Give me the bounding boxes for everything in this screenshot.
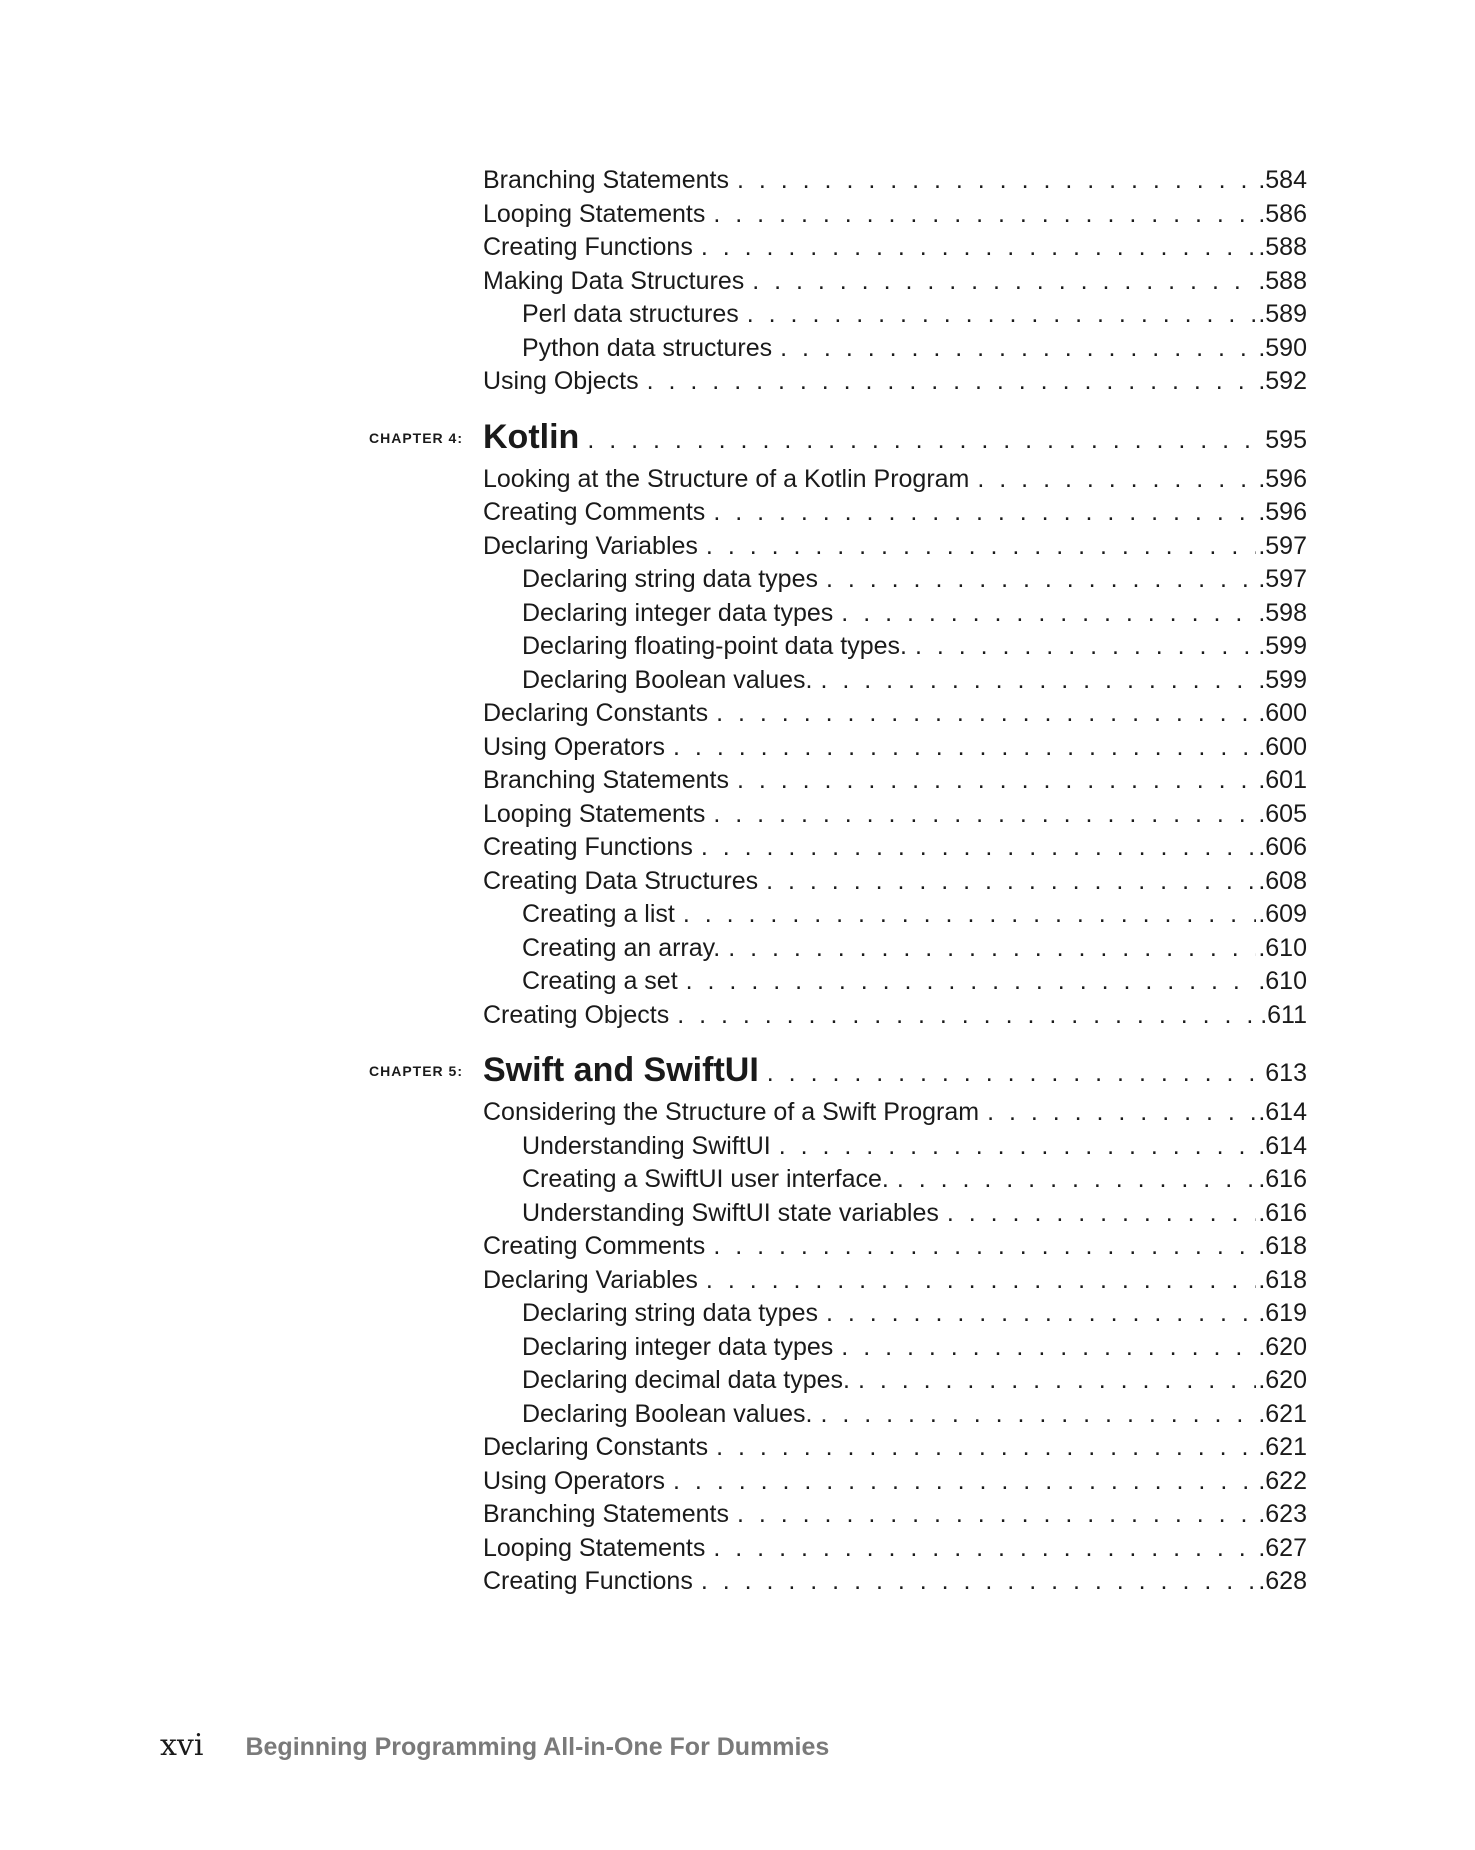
toc-entry-title: Declaring Constants: [483, 699, 709, 727]
toc-entry-page: .621: [1258, 1399, 1307, 1428]
toc-entry-page: .614: [1258, 1131, 1307, 1160]
toc-entry-title: Declaring string data types: [522, 1299, 818, 1327]
toc-entry: [365, 463, 1307, 497]
toc-subentry: [365, 664, 1307, 698]
toc-entry-title: Looking at the Structure of a Kotlin Program: [483, 464, 970, 493]
toc-entry-page: .588: [1258, 266, 1307, 295]
toc-entry-page: .590: [1258, 333, 1307, 362]
toc-entry: [365, 1264, 1307, 1298]
chapter-page: 595: [1265, 425, 1307, 454]
leader-dots: [737, 764, 1256, 798]
toc-entry: [365, 697, 1307, 731]
toc-entry-page: .619: [1258, 1299, 1307, 1327]
leader-dots: [747, 298, 1257, 332]
leader-dots: [841, 597, 1256, 631]
toc-entry-title: Using Operators: [483, 1466, 666, 1495]
toc-entry-page: .616: [1258, 1198, 1307, 1227]
toc-entry: [365, 1431, 1307, 1465]
toc-entry: [365, 1565, 1307, 1599]
toc-entry-title: Creating Comments: [483, 498, 706, 526]
leader-dots: [647, 365, 1257, 399]
leader-dots: [752, 265, 1256, 299]
toc-entry-title: Declaring integer data types: [522, 598, 834, 627]
toc-entry-page: .620: [1258, 1366, 1307, 1394]
chapter-heading: [365, 411, 1307, 463]
toc-entry: [365, 1498, 1307, 1532]
leader-dots: [841, 1331, 1256, 1365]
toc-entry-title: Branching Statements: [483, 1500, 729, 1528]
leader-dots: [737, 1498, 1256, 1532]
toc-entry-title: Declaring integer data types: [522, 1332, 834, 1361]
leader-dots: [826, 1297, 1256, 1331]
toc-entry-title: Creating a list: [522, 900, 675, 928]
toc-entry: [365, 1532, 1307, 1566]
toc-subentry: [365, 1163, 1307, 1197]
toc-subentry: [365, 965, 1307, 999]
leader-dots: [897, 1163, 1257, 1197]
leader-dots: [673, 731, 1256, 765]
toc-entry-page: .589: [1258, 300, 1307, 328]
page-footer: [160, 1728, 829, 1763]
toc-entry: [365, 831, 1307, 865]
leader-dots: [677, 999, 1258, 1033]
leader-dots: [701, 831, 1257, 865]
toc-entry-page: .627: [1258, 1533, 1307, 1562]
toc-entry-title: Declaring string data types: [522, 565, 818, 593]
toc-subentry: [365, 298, 1307, 332]
toc-entry-page: .606: [1258, 833, 1307, 861]
leader-dots: [737, 164, 1256, 198]
toc-entry-title: Declaring Constants: [483, 1433, 709, 1461]
toc-entry-title: Making Data Structures: [483, 266, 745, 295]
chapter-heading: [365, 1044, 1307, 1096]
toc-entry: [365, 231, 1307, 265]
toc-entry-page: .628: [1258, 1567, 1307, 1595]
leader-dots: [728, 932, 1256, 966]
toc-entry-page: .600: [1258, 699, 1307, 727]
leader-dots: [683, 898, 1256, 932]
toc-subentry: [365, 1398, 1307, 1432]
leader-dots: [780, 332, 1256, 366]
toc-entry-page: .618: [1258, 1265, 1307, 1294]
leader-dots: [713, 798, 1256, 832]
toc-entry: [365, 164, 1307, 198]
toc-subentry: [365, 332, 1307, 366]
toc-entry: [365, 365, 1307, 399]
toc-entry-page: .598: [1258, 598, 1307, 627]
toc-entry-page: .611: [1260, 1000, 1307, 1029]
toc-entry-page: .599: [1258, 665, 1307, 694]
toc-entry-title: Creating an array.: [522, 933, 721, 962]
toc-entry: [365, 731, 1307, 765]
toc-entry: [365, 865, 1307, 899]
leader-dots: [767, 1047, 1264, 1096]
toc-entry-title: Looping Statements: [483, 1533, 706, 1562]
toc-entry-title: Using Operators: [483, 732, 666, 761]
toc-entry-page: .608: [1258, 866, 1307, 895]
leader-dots: [673, 1465, 1256, 1499]
toc-entry: [365, 1465, 1307, 1499]
toc-entry-title: Understanding SwiftUI state variables: [522, 1198, 939, 1227]
toc-entry-page: .592: [1258, 367, 1307, 395]
toc-entry-page: .600: [1258, 732, 1307, 761]
toc-entry-title: Creating Comments: [483, 1232, 706, 1260]
toc-entry-page: .588: [1258, 233, 1307, 261]
leader-dots: [701, 1565, 1257, 1599]
chapter-page: 613: [1265, 1059, 1307, 1087]
leader-dots: [713, 496, 1256, 530]
leader-dots: [713, 198, 1256, 232]
toc-entry-title: Understanding SwiftUI: [522, 1131, 771, 1160]
toc-entry-title: Python data structures: [522, 333, 773, 362]
toc-entry-page: .609: [1258, 900, 1307, 928]
toc-entry-title: Creating Functions: [483, 1567, 693, 1595]
toc-entry: [365, 265, 1307, 299]
leader-dots: [977, 463, 1256, 497]
toc-entry-page: .621: [1258, 1433, 1307, 1461]
leader-dots: [915, 630, 1256, 664]
leader-dots: [779, 1130, 1257, 1164]
toc-entry: [365, 764, 1307, 798]
toc-entry-title: Declaring Variables: [483, 1265, 698, 1294]
toc-entry: [365, 198, 1307, 232]
leader-dots: [947, 1197, 1256, 1231]
toc-entry-page: .599: [1258, 632, 1307, 660]
toc-entry-title: Looping Statements: [483, 799, 706, 828]
leader-dots: [987, 1096, 1256, 1130]
toc-subentry: [365, 630, 1307, 664]
toc-entry: [365, 798, 1307, 832]
leader-dots: [701, 231, 1257, 265]
toc-entry-page: .597: [1258, 531, 1307, 560]
leader-dots: [858, 1364, 1256, 1398]
toc-entry-title: Creating a set: [522, 967, 678, 995]
chapter-number: CHAPTER 4:: [369, 429, 464, 446]
leader-dots: [826, 563, 1256, 597]
toc-entry-page: .596: [1258, 464, 1307, 493]
toc-entry-title: Creating a SwiftUI user interface.: [522, 1165, 889, 1193]
toc-entry-title: Declaring decimal data types.: [522, 1366, 850, 1394]
toc-entry-page: .610: [1258, 933, 1307, 962]
chapter-number: CHAPTER 5:: [369, 1063, 464, 1079]
page-number: xvi: [160, 1728, 204, 1763]
toc-subentry: [365, 932, 1307, 966]
leader-dots: [713, 1532, 1256, 1566]
toc-entry: [365, 530, 1307, 564]
toc-entry-page: .601: [1258, 766, 1307, 794]
toc-entry-page: .610: [1258, 967, 1307, 995]
leader-dots: [713, 1230, 1256, 1264]
toc-subentry: [365, 597, 1307, 631]
chapter-title: Swift and SwiftUI: [483, 1051, 759, 1089]
toc-entry: [365, 999, 1307, 1033]
leader-dots: [820, 664, 1256, 698]
leader-dots: [587, 414, 1263, 463]
toc-entry-title: Declaring Boolean values.: [522, 1399, 813, 1428]
toc-entry-title: Creating Objects: [483, 1000, 670, 1029]
toc-subentry: [365, 563, 1307, 597]
toc-entry-title: Creating Functions: [483, 233, 693, 261]
leader-dots: [716, 697, 1256, 731]
toc-subentry: [365, 1331, 1307, 1365]
toc-entry-title: Branching Statements: [483, 166, 729, 194]
leader-dots: [706, 1264, 1256, 1298]
toc-entry-page: .605: [1258, 799, 1307, 828]
toc-entry-page: .616: [1258, 1165, 1307, 1193]
toc-entry-title: Looping Statements: [483, 199, 706, 228]
toc-entry: [365, 1230, 1307, 1264]
toc-entry-title: Perl data structures: [522, 300, 739, 328]
leader-dots: [706, 530, 1256, 564]
toc-subentry: [365, 1197, 1307, 1231]
toc-entry: [365, 496, 1307, 530]
toc-entry-title: Using Objects: [483, 367, 639, 395]
toc-entry-page: .597: [1258, 565, 1307, 593]
toc-entry-page: .618: [1258, 1232, 1307, 1260]
leader-dots: [716, 1431, 1256, 1465]
leader-dots: [766, 865, 1256, 899]
toc-entry-title: Creating Data Structures: [483, 866, 759, 895]
toc-entry-page: .620: [1258, 1332, 1307, 1361]
toc-entry-title: Declaring Variables: [483, 531, 698, 560]
toc-entry-page: .586: [1258, 199, 1307, 228]
toc-entry-title: Declaring floating-point data types.: [522, 632, 907, 660]
toc-subentry: [365, 1297, 1307, 1331]
toc-entry-title: Considering the Structure of a Swift Program: [483, 1098, 980, 1126]
toc-entry-title: Branching Statements: [483, 766, 729, 794]
toc-subentry: [365, 1364, 1307, 1398]
table-of-contents: [365, 164, 1307, 1599]
toc-entry: [365, 1096, 1307, 1130]
leader-dots: [820, 1398, 1256, 1432]
toc-subentry: [365, 1130, 1307, 1164]
toc-entry-title: Declaring Boolean values.: [522, 665, 813, 694]
toc-entry-title: Creating Functions: [483, 833, 693, 861]
leader-dots: [686, 965, 1257, 999]
toc-entry-page: .622: [1258, 1466, 1307, 1495]
toc-entry-page: .584: [1258, 166, 1307, 194]
toc-entry-page: .614: [1258, 1098, 1307, 1126]
toc-entry-page: .596: [1258, 498, 1307, 526]
chapter-title: Kotlin: [483, 417, 580, 456]
toc-entry-page: .623: [1258, 1500, 1307, 1528]
toc-subentry: [365, 898, 1307, 932]
book-title: Beginning Programming All-in-One For Dummies: [245, 1733, 830, 1761]
